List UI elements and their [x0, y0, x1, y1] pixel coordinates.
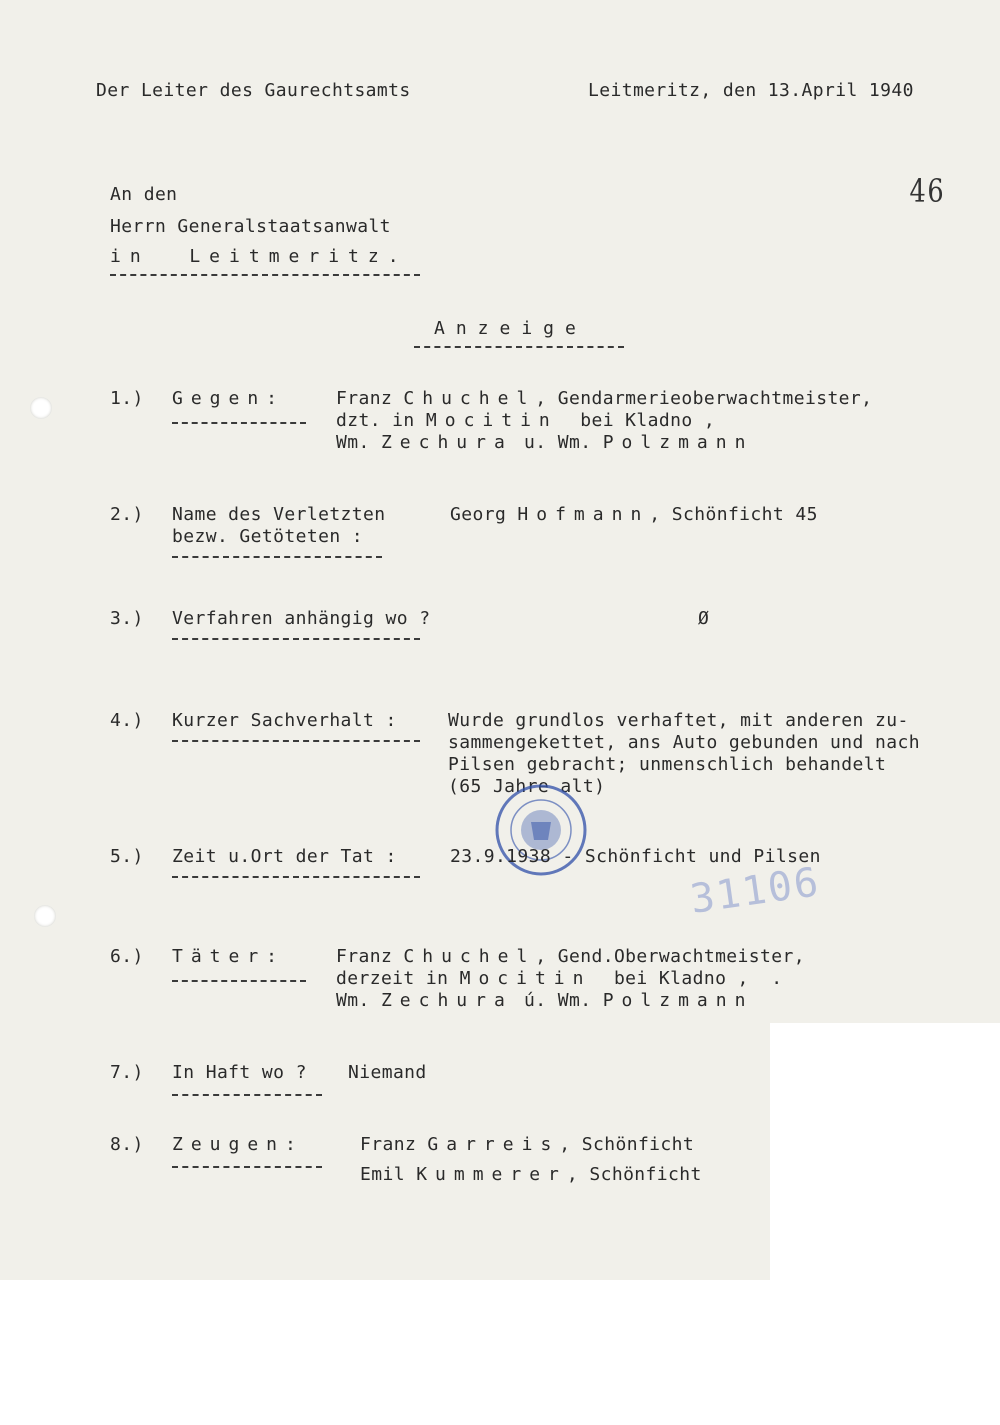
item-7-underline [172, 1094, 322, 1096]
faint-blue-number: 31106 [687, 859, 823, 923]
recipient-line-1: An den [110, 184, 178, 205]
item-2-label-line-2: bezw. Getöteten : [172, 526, 364, 547]
item-6-line-1: Franz Chuchel, Gend.Oberwachtmeister, [336, 946, 805, 967]
item-3-value: Ø [698, 608, 710, 629]
item-1-number: 1.) [110, 388, 144, 409]
item-5-number: 5.) [110, 846, 144, 867]
page-number: 46 [909, 172, 946, 210]
item-1-label: Gegen: [172, 388, 286, 409]
sender-line: Der Leiter des Gaurechtsamts [96, 80, 411, 101]
punch-hole [34, 905, 56, 927]
item-4-label: Kurzer Sachverhalt : [172, 710, 397, 731]
item-4-line-2: sammengekettet, ans Auto gebunden und nach [448, 732, 920, 753]
item-6-label: Täter: [172, 946, 286, 967]
item-3-number: 3.) [110, 608, 144, 629]
item-8-underline [172, 1166, 322, 1168]
recipient-line-3: in Leitmeritz. [110, 246, 408, 267]
item-6-line-3: Wm. Zechura ú. Wm. Polzmann [336, 990, 754, 1011]
item-4-number: 4.) [110, 710, 144, 731]
item-1-line-3: Wm. Zechura u. Wm. Polzmann [336, 432, 754, 453]
item-1-line-2: dzt. in Mocitin bei Kladno , [336, 410, 716, 431]
item-3-label: Verfahren anhängig wo ? [172, 608, 431, 629]
item-7-value: Niemand [348, 1062, 427, 1083]
place-date: Leitmeritz, den 13.April 1940 [588, 80, 914, 101]
item-5-underline [172, 876, 420, 878]
item-8-label: Zeugen: [172, 1134, 304, 1155]
item-7-number: 7.) [110, 1062, 144, 1083]
item-5-label: Zeit u.Ort der Tat : [172, 846, 397, 867]
item-5-value: 23.9.1938 - Schönficht und Pilsen [450, 846, 821, 867]
item-4-line-3: Pilsen gebracht; unmenschlich behandelt [448, 754, 887, 775]
blank-overlay [770, 1023, 1000, 1280]
item-6-number: 6.) [110, 946, 144, 967]
item-2-number: 2.) [110, 504, 144, 525]
recipient-underline [110, 274, 420, 276]
item-8-line-1: Franz Garreis, Schönficht [360, 1134, 695, 1155]
punch-hole [30, 397, 52, 419]
item-1-line-1: Franz Chuchel, Gendarmerieoberwachtmeister, [336, 388, 873, 409]
title-underline [414, 346, 624, 348]
item-2-value: Georg Hofmann, Schönficht 45 [450, 504, 818, 525]
item-4-underline [172, 740, 420, 742]
recipient-line-2: Herrn Generalstaatsanwalt [110, 216, 391, 237]
item-8-number: 8.) [110, 1134, 144, 1155]
item-1-underline [172, 422, 306, 424]
item-3-underline [172, 638, 420, 640]
document-title: Anzeige [434, 318, 587, 339]
item-8-line-2: Emil Kummerer, Schönficht [360, 1164, 702, 1185]
item-4-line-1: Wurde grundlos verhaftet, mit anderen zu- [448, 710, 909, 731]
item-2-underline [172, 556, 382, 558]
item-6-line-2: derzeit in Mocitin bei Kladno , . [336, 968, 783, 989]
item-2-label-line-1: Name des Verletzten [172, 504, 386, 525]
item-6-underline [172, 980, 306, 982]
item-4-line-4: (65 Jahre alt) [448, 776, 606, 797]
item-7-label: In Haft wo ? [172, 1062, 307, 1083]
